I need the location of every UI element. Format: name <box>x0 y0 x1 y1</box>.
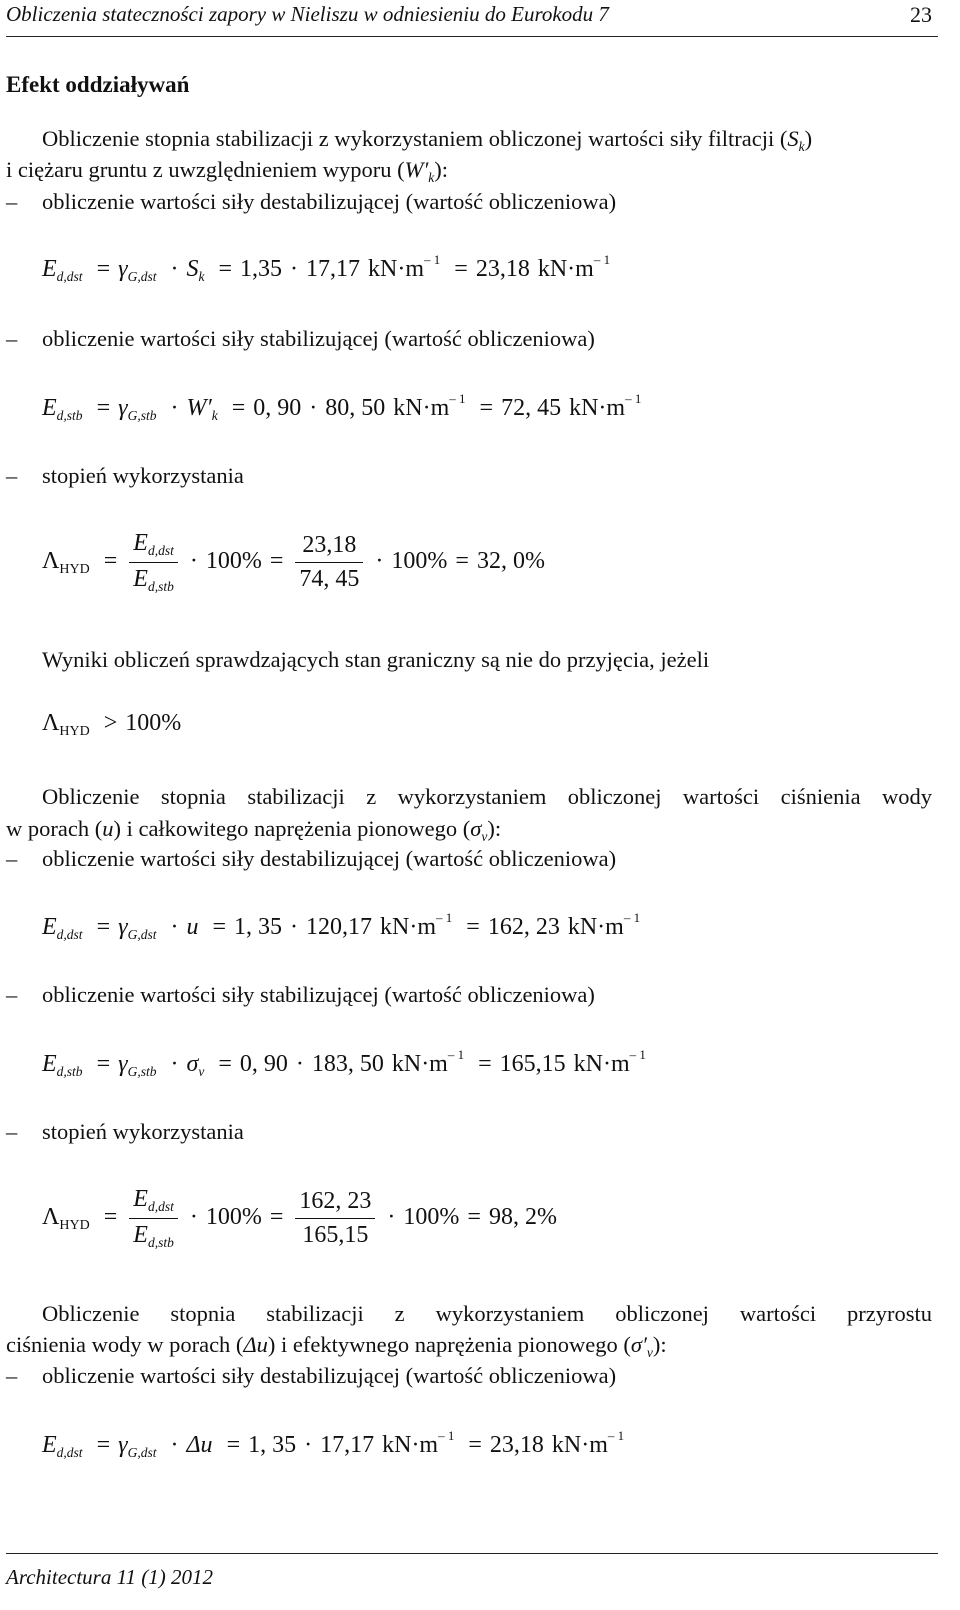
intro3-var-du: Δu <box>243 1332 268 1357</box>
eq7-unit-b: kN·m <box>551 1432 608 1458</box>
eq3-denominator: 74, 45 <box>299 566 360 592</box>
equation-2 <box>42 391 641 424</box>
footer-divider <box>6 1553 938 1554</box>
eq5-value: 183, 50 <box>311 1051 384 1077</box>
eq7-eq-a: = <box>96 1432 111 1458</box>
intro3-line1: Obliczenie stopnia stabilizacji z wykorzystaniem obliczonej wartości przyrostu <box>42 1301 932 1326</box>
intro2-var-u: u <box>102 816 114 841</box>
eq3-eq-a: = <box>103 548 118 575</box>
eq2-unit-b: kN·m <box>569 395 626 421</box>
eq3-num-sub: d,dst <box>147 543 174 558</box>
eq2-eq-c: = <box>479 395 494 421</box>
eq3-lambda-sub: HYD <box>59 562 90 578</box>
eq1-factor: 1,35 <box>240 256 283 282</box>
eq4-gamma: γ <box>118 914 128 940</box>
item-degree-2: stopień wykorzystania <box>42 1119 244 1144</box>
result-statement: Wyniki obliczeń sprawdzających stan graniczny są nie do przyjęcia, jeżeli <box>42 647 710 672</box>
intro1-text-a: Obliczenie stopnia stabilizacji z wykorzystaniem obliczonej wartości siły filtracji ( <box>42 126 788 151</box>
eq3-result: 32, 0% <box>476 548 545 575</box>
eq5-var: σ <box>186 1051 199 1077</box>
eq6-numerator: 162, 23 <box>295 1188 375 1219</box>
eq1-gamma-sub: G,dst <box>127 269 157 284</box>
running-footer: Architectura 11 (1) 2012 <box>6 1565 214 1589</box>
cond-lambda: Λ <box>42 710 60 736</box>
eq2-E-sub: d,stb <box>56 408 83 423</box>
item-destab-3: obliczenie wartości siły destabilizującej (wartość obliczeniowa) <box>42 1363 617 1388</box>
eq6-dot-a: · <box>189 1204 198 1231</box>
eq4-E: E <box>42 914 57 940</box>
eq2-gamma-sub: G,stb <box>127 408 157 423</box>
eq7-factor: 1, 35 <box>248 1432 297 1458</box>
eq2-gamma: γ <box>118 395 128 421</box>
cond-value: 100% <box>125 710 182 736</box>
dash-1: – <box>6 189 18 214</box>
eq4-result: 162, 23 <box>487 914 560 940</box>
eq7-unit-a: kN·m <box>382 1432 439 1458</box>
condition-equation <box>42 710 181 740</box>
eq4-eq-a: = <box>96 914 111 940</box>
header-divider <box>6 36 938 37</box>
intro2-line1: Obliczenie stopnia stabilizacji z wykorzystaniem obliczonej wartości ciśnienia wody <box>42 784 932 809</box>
intro1-line1 <box>42 126 812 155</box>
eq1-var-sub: k <box>198 269 205 284</box>
eq2-var-sub: k <box>211 408 218 423</box>
eq2-value: 80, 50 <box>325 395 386 421</box>
cond-gt: > <box>103 710 118 736</box>
page-number: 23 <box>910 2 932 27</box>
dash-5: – <box>6 982 18 1007</box>
eq5-unit-b: kN·m <box>573 1051 630 1077</box>
section-title: Efekt oddziaływań <box>6 72 190 97</box>
intro1-var-s: S <box>787 126 799 151</box>
eq5-dot-b: · <box>295 1051 304 1077</box>
eq6-fraction-numeric <box>295 1188 375 1249</box>
eq6-percent-b: 100% <box>403 1204 460 1231</box>
eq6-eq-a: = <box>103 1204 118 1231</box>
eq1-eq-c: = <box>454 256 468 282</box>
eq7-value: 17,17 <box>320 1432 375 1458</box>
eq4-exp-b: – 1 <box>623 910 641 925</box>
eq3-eq-b: = <box>269 548 284 575</box>
dash-7: – <box>6 1363 18 1388</box>
eq1-exp-b: – 1 <box>593 252 611 267</box>
item-degree-1: stopień wykorzystania <box>42 463 244 488</box>
dash-6: – <box>6 1119 18 1144</box>
eq5-unit-a: kN·m <box>391 1051 448 1077</box>
intro1-sub-k2: k <box>428 170 435 185</box>
eq3-fraction-symbolic <box>129 530 178 595</box>
eq5-exp-a: – 1 <box>447 1047 465 1062</box>
eq3-dot-a: · <box>189 548 198 575</box>
eq6-eq-b: = <box>269 1204 284 1231</box>
eq2-E: E <box>42 395 57 421</box>
intro2-var-sigma: σ <box>470 816 482 841</box>
eq6-den-E: E <box>133 1222 148 1248</box>
dash-3: – <box>6 463 18 488</box>
intro3-text-a: ciśnienia wody w porach ( <box>6 1332 244 1357</box>
intro3-text-b: ) i efektywnego naprężenia pionowego ( <box>267 1332 631 1357</box>
eq7-eq-c: = <box>468 1432 482 1458</box>
eq2-result: 72, 45 <box>501 395 562 421</box>
eq2-var: W′ <box>186 395 212 421</box>
eq1-gamma: γ <box>118 256 128 282</box>
eq1-dot-a: · <box>170 256 179 282</box>
eq4-value: 120,17 <box>306 914 373 940</box>
dash-4: – <box>6 846 18 871</box>
eq1-E-sub: d,dst <box>56 269 83 284</box>
eq4-gamma-sub: G,dst <box>127 927 157 942</box>
eq4-E-sub: d,dst <box>56 927 83 942</box>
eq3-numerator: 23,18 <box>295 532 363 563</box>
eq4-factor: 1, 35 <box>234 914 283 940</box>
eq5-var-sub: v <box>198 1064 205 1079</box>
eq1-unit-a: kN·m <box>368 256 425 282</box>
eq2-unit-a: kN·m <box>393 395 450 421</box>
eq5-gamma-sub: G,stb <box>127 1064 157 1079</box>
equation-7 <box>42 1428 624 1461</box>
eq7-gamma: γ <box>118 1432 128 1458</box>
eq5-eq-b: = <box>218 1051 232 1077</box>
dash-2: – <box>6 326 18 351</box>
intro1-var-w: W′ <box>404 157 429 182</box>
intro3-text-c: ): <box>652 1332 667 1357</box>
eq3-dot-b: · <box>375 548 384 575</box>
eq6-result: 98, 2% <box>488 1204 557 1231</box>
intro3-sub-v: v <box>646 1345 653 1360</box>
eq4-eq-b: = <box>212 914 227 940</box>
eq3-percent-b: 100% <box>391 548 448 575</box>
eq7-exp-b: – 1 <box>607 1428 625 1443</box>
intro2-text-a: w porach ( <box>6 816 103 841</box>
eq6-fraction-symbolic <box>129 1186 178 1251</box>
eq2-exp-b: – 1 <box>625 391 642 406</box>
eq6-num-sub: d,dst <box>147 1199 174 1214</box>
eq7-result: 23,18 <box>489 1432 544 1458</box>
eq1-exp-a: – 1 <box>424 252 441 267</box>
eq3-den-sub: d,stb <box>147 579 174 594</box>
eq7-eq-b: = <box>226 1432 241 1458</box>
eq1-eq-b: = <box>218 256 233 282</box>
equation-1 <box>42 252 610 285</box>
eq4-unit-a: kN·m <box>380 914 437 940</box>
eq3-num-E: E <box>133 530 148 556</box>
eq4-exp-a: – 1 <box>436 910 453 925</box>
running-header-title: Obliczenia stateczności zapory w Nieliszu w odniesieniu do Eurokodu 7 <box>6 2 609 26</box>
eq6-eq-c: = <box>467 1204 481 1231</box>
intro3-line2 <box>6 1332 667 1361</box>
eq3-lambda: Λ <box>42 548 60 575</box>
eq2-dot-a: · <box>170 395 179 421</box>
intro1-text-c: i ciężaru gruntu z uwzględnieniem wyporu ( <box>6 157 405 182</box>
intro2-sub-v: v <box>481 829 488 844</box>
eq7-gamma-sub: G,dst <box>127 1445 157 1460</box>
eq5-result: 165,15 <box>499 1051 566 1077</box>
eq6-lambda-sub: HYD <box>59 1218 90 1234</box>
cond-lambda-sub: HYD <box>59 724 90 739</box>
intro2-text-c: ): <box>487 816 502 841</box>
eq1-E: E <box>42 256 57 282</box>
eq6-dot-b: · <box>387 1204 396 1231</box>
eq3-den-E: E <box>133 566 148 592</box>
eq7-dot-b: · <box>304 1432 313 1458</box>
eq5-E-sub: d,stb <box>56 1064 83 1079</box>
eq4-dot-a: · <box>170 914 179 940</box>
equation-5 <box>42 1047 646 1080</box>
eq1-result: 23,18 <box>475 256 530 282</box>
intro1-text-b: ) <box>804 126 813 151</box>
eq1-value: 17,17 <box>306 256 361 282</box>
eq2-exp-a: – 1 <box>449 391 466 406</box>
eq4-var: u <box>186 914 199 940</box>
eq5-eq-a: = <box>96 1051 111 1077</box>
item-stab-2: obliczenie wartości siły stabilizującej (wartość obliczeniowa) <box>42 982 595 1007</box>
eq6-lambda: Λ <box>42 1204 60 1231</box>
equation-4 <box>42 910 640 943</box>
eq4-dot-b: · <box>290 914 299 940</box>
eq5-eq-c: = <box>478 1051 492 1077</box>
eq5-exp-b: – 1 <box>629 1047 646 1062</box>
eq6-denominator: 165,15 <box>302 1222 369 1248</box>
intro1-sub-k: k <box>798 139 805 154</box>
intro1-line2 <box>6 157 448 186</box>
intro3-var-sigma: σ′ <box>630 1332 647 1357</box>
eq6-num-E: E <box>133 1186 148 1212</box>
item-destab-2: obliczenie wartości siły destabilizującej (wartość obliczeniowa) <box>42 846 617 871</box>
eq3-percent-a: 100% <box>205 548 262 575</box>
eq2-factor: 0, 90 <box>253 395 302 421</box>
intro2-text-b: ) i całkowitego naprężenia pionowego ( <box>113 816 471 841</box>
eq2-eq-a: = <box>96 395 111 421</box>
eq6-den-sub: d,stb <box>147 1235 174 1250</box>
eq6-percent-a: 100% <box>205 1204 262 1231</box>
eq5-factor: 0, 90 <box>239 1051 288 1077</box>
eq7-E: E <box>42 1432 57 1458</box>
eq3-fraction-numeric <box>295 532 363 593</box>
eq7-dot-a: · <box>170 1432 179 1458</box>
eq4-unit-b: kN·m <box>567 914 624 940</box>
equation-3 <box>42 530 545 595</box>
eq3-eq-c: = <box>455 548 469 575</box>
item-destab-1: obliczenie wartości siły destabilizującej (wartość obliczeniowa) <box>42 189 617 214</box>
eq7-var: Δu <box>186 1432 213 1458</box>
eq2-eq-b: = <box>231 395 246 421</box>
eq5-E: E <box>42 1051 57 1077</box>
eq4-eq-c: = <box>466 914 480 940</box>
eq7-E-sub: d,dst <box>56 1445 83 1460</box>
eq2-dot-b: · <box>309 395 318 421</box>
eq1-var: S <box>186 256 199 282</box>
eq5-dot-a: · <box>170 1051 179 1077</box>
intro1-text-d: ): <box>434 157 449 182</box>
eq7-exp-a: – 1 <box>438 1428 455 1443</box>
eq1-eq-a: = <box>96 256 111 282</box>
eq5-gamma: γ <box>118 1051 128 1077</box>
intro2-line2 <box>6 816 501 845</box>
eq1-unit-b: kN·m <box>537 256 594 282</box>
equation-6 <box>42 1186 557 1251</box>
item-stab-1: obliczenie wartości siły stabilizującej (wartość obliczeniowa) <box>42 326 595 351</box>
eq1-dot-b: · <box>290 256 299 282</box>
